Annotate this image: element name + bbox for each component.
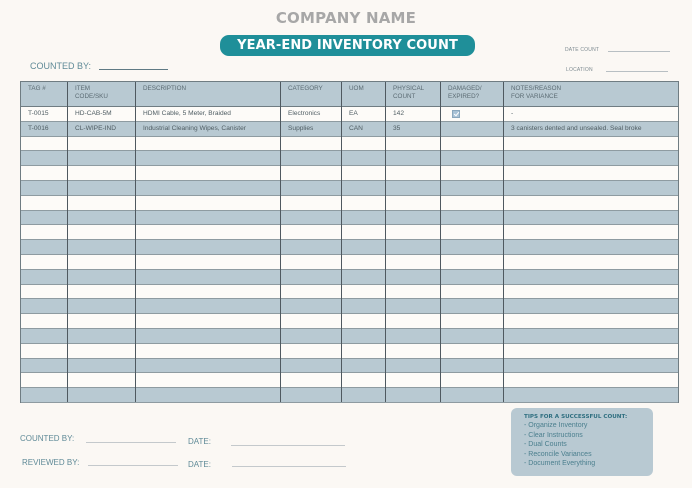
cell-sku[interactable] (68, 329, 136, 343)
cell-physical-count[interactable] (386, 211, 441, 225)
cell-tag[interactable] (21, 196, 68, 210)
cell-description[interactable]: HDMI Cable, 5 Meter, Braided (143, 110, 231, 117)
column-divider (385, 82, 386, 402)
col-header-sku: ITEM CODE/SKU (75, 85, 108, 100)
cell-category[interactable] (281, 314, 342, 328)
cell-physical-count[interactable] (386, 314, 441, 328)
cell-category[interactable] (281, 373, 342, 387)
table-row (21, 107, 678, 122)
cell-description[interactable] (136, 388, 281, 402)
cell-uom[interactable] (342, 211, 386, 225)
cell-physical-count[interactable] (386, 151, 441, 165)
cell-tag[interactable] (21, 270, 68, 284)
table-row (21, 137, 678, 152)
col-header-damaged: DAMAGED/ EXPIRED? (448, 85, 482, 100)
table-row (21, 285, 678, 300)
cell-description[interactable]: Industrial Cleaning Wipes, Canister (143, 124, 246, 132)
cell-description[interactable] (136, 373, 281, 387)
table-row (21, 181, 678, 196)
table-row (21, 122, 678, 137)
cell-description[interactable] (136, 137, 281, 151)
cell-description[interactable] (136, 329, 281, 343)
tip-item: - Organize Inventory (524, 422, 588, 429)
cell-category[interactable] (281, 137, 342, 151)
cell-description[interactable] (136, 255, 281, 269)
cell-category[interactable] (281, 299, 342, 313)
cell-notes[interactable] (504, 196, 679, 210)
cell-physical-count[interactable] (386, 225, 441, 239)
cell-description[interactable] (136, 151, 281, 165)
cell-sku[interactable] (68, 359, 136, 373)
footer-counted-by-label: COUNTED BY: (20, 434, 75, 443)
tip-item: - Document Everything (524, 460, 596, 468)
cell-notes[interactable] (504, 373, 679, 387)
cell-uom[interactable] (342, 151, 386, 165)
cell-tag[interactable] (21, 137, 68, 151)
cell-damaged[interactable] (441, 240, 504, 254)
table-row (21, 211, 678, 226)
tip-item: - Reconcile Variances (524, 450, 592, 458)
cell-sku[interactable]: HD-CAB-5M (75, 110, 112, 117)
cell-sku[interactable] (68, 225, 136, 239)
cell-notes[interactable] (504, 225, 679, 239)
cell-tag[interactable] (21, 359, 68, 373)
cell-uom[interactable] (342, 359, 386, 373)
table-row (21, 299, 678, 314)
cell-tag[interactable] (21, 255, 68, 269)
footer-date-label-1: DATE: (188, 437, 211, 446)
cell-sku[interactable] (68, 240, 136, 254)
cell-uom[interactable] (342, 166, 386, 180)
cell-notes[interactable] (504, 299, 679, 313)
cell-description[interactable] (136, 166, 281, 180)
cell-tag[interactable] (21, 151, 68, 165)
cell-damaged[interactable] (441, 211, 504, 225)
counted-by-label: COUNTED BY: (30, 61, 92, 71)
column-divider (503, 82, 504, 402)
cell-physical-count[interactable] (386, 299, 441, 313)
cell-category[interactable] (281, 225, 342, 239)
cell-tag[interactable] (21, 329, 68, 343)
cell-uom[interactable] (342, 240, 386, 254)
footer-date-field-1[interactable] (231, 445, 345, 446)
cell-description[interactable] (136, 196, 281, 210)
cell-tag[interactable] (21, 166, 68, 180)
cell-physical-count[interactable] (386, 181, 441, 195)
cell-damaged[interactable] (441, 255, 504, 269)
cell-sku[interactable] (68, 166, 136, 180)
table-row (21, 373, 678, 388)
cell-physical-count[interactable] (386, 255, 441, 269)
cell-sku[interactable] (68, 299, 136, 313)
col-header-physical-count: PHYSICAL COUNT (393, 85, 425, 100)
column-divider (280, 82, 281, 402)
cell-tag[interactable] (21, 240, 68, 254)
cell-uom[interactable] (342, 225, 386, 239)
footer-reviewed-by-label: REVIEWED BY: (22, 458, 80, 467)
cell-sku[interactable] (68, 388, 136, 402)
cell-damaged[interactable] (441, 329, 504, 343)
col-header-tag: TAG # (28, 85, 46, 92)
cell-category[interactable] (281, 196, 342, 210)
cell-description[interactable] (136, 344, 281, 358)
cell-damaged[interactable] (441, 299, 504, 313)
cell-notes[interactable] (504, 270, 679, 284)
date-count-field[interactable] (608, 51, 670, 52)
cell-description[interactable] (136, 270, 281, 284)
tip-item: - Dual Counts (524, 441, 567, 449)
cell-damaged[interactable] (441, 359, 504, 373)
cell-notes[interactable] (504, 314, 679, 328)
cell-uom[interactable] (342, 196, 386, 210)
cell-tag[interactable] (21, 181, 68, 195)
footer-date-field-2[interactable] (232, 466, 346, 467)
cell-category[interactable] (281, 285, 342, 299)
cell-physical-count[interactable] (386, 137, 441, 151)
cell-physical-count[interactable] (386, 373, 441, 387)
cell-description[interactable] (136, 211, 281, 225)
cell-damaged[interactable] (441, 388, 504, 402)
cell-sku[interactable] (68, 211, 136, 225)
cell-tag[interactable] (21, 314, 68, 328)
cell-tag[interactable] (21, 388, 68, 402)
cell-category[interactable]: Supplies (288, 124, 314, 132)
cell-notes[interactable] (504, 166, 679, 180)
cell-uom[interactable] (342, 181, 386, 195)
table-row (21, 151, 678, 166)
cell-category[interactable] (281, 181, 342, 195)
table-row (21, 255, 678, 270)
col-header-uom: UOM (349, 85, 364, 92)
cell-notes[interactable] (504, 137, 679, 151)
cell-notes[interactable] (504, 211, 679, 225)
counted-by-field[interactable] (99, 69, 168, 70)
cell-sku[interactable] (68, 255, 136, 269)
tips-title: TIPS FOR A SUCCESSFUL COUNT: (524, 414, 628, 420)
cell-notes[interactable] (504, 181, 679, 195)
col-header-notes: NOTES/REASON FOR VARIANCE (511, 85, 562, 100)
table-row (21, 344, 678, 359)
cell-uom[interactable] (342, 314, 386, 328)
cell-tag[interactable] (21, 211, 68, 225)
cell-sku[interactable] (68, 137, 136, 151)
cell-tag[interactable] (21, 344, 68, 358)
cell-notes[interactable] (504, 344, 679, 358)
column-divider (67, 82, 68, 402)
cell-physical-count[interactable] (386, 344, 441, 358)
cell-description[interactable] (136, 225, 281, 239)
cell-notes[interactable] (504, 388, 679, 402)
cell-physical-count[interactable] (386, 270, 441, 284)
column-divider (135, 82, 136, 402)
cell-damaged[interactable] (441, 270, 504, 284)
cell-sku[interactable] (68, 270, 136, 284)
cell-uom[interactable] (342, 285, 386, 299)
date-count-label: DATE COUNT (565, 47, 600, 53)
cell-description[interactable] (136, 181, 281, 195)
inventory-table (20, 81, 679, 403)
cell-notes[interactable] (504, 329, 679, 343)
cell-tag[interactable] (21, 225, 68, 239)
cell-physical-count[interactable] (386, 240, 441, 254)
column-divider (440, 82, 441, 402)
footer-date-label-2: DATE: (188, 460, 211, 469)
company-name: COMPANY NAME (275, 9, 417, 27)
cell-damaged[interactable] (441, 151, 504, 165)
table-header (21, 82, 678, 107)
location-label: LOCATION (566, 67, 593, 73)
cell-physical-count[interactable] (386, 166, 441, 180)
cell-description[interactable] (136, 240, 281, 254)
cell-category[interactable] (281, 151, 342, 165)
table-row (21, 359, 678, 374)
cell-description[interactable] (136, 314, 281, 328)
cell-uom[interactable]: CAN (349, 124, 363, 132)
cell-physical-count[interactable] (386, 359, 441, 373)
cell-description[interactable] (136, 285, 281, 299)
cell-damaged[interactable] (441, 107, 504, 121)
checkbox-checked-icon[interactable] (452, 110, 460, 118)
cell-physical-count[interactable]: 35 (393, 124, 401, 132)
cell-description[interactable] (136, 359, 281, 373)
cell-damaged[interactable] (441, 314, 504, 328)
table-row (21, 388, 678, 403)
cell-physical-count[interactable] (386, 329, 441, 343)
cell-sku[interactable] (68, 181, 136, 195)
location-field[interactable] (606, 71, 668, 72)
cell-uom[interactable] (342, 255, 386, 269)
cell-category[interactable]: Electronics (288, 110, 321, 117)
cell-category[interactable] (281, 344, 342, 358)
table-row (21, 270, 678, 285)
cell-description[interactable] (136, 299, 281, 313)
cell-sku[interactable] (68, 285, 136, 299)
table-row (21, 196, 678, 211)
cell-notes[interactable] (504, 255, 679, 269)
cell-uom[interactable] (342, 329, 386, 343)
cell-category[interactable] (281, 270, 342, 284)
cell-category[interactable] (281, 255, 342, 269)
cell-sku[interactable] (68, 373, 136, 387)
tips-box (511, 408, 653, 476)
cell-damaged[interactable] (441, 225, 504, 239)
cell-notes[interactable] (504, 240, 679, 254)
cell-tag[interactable]: T-0015 (28, 110, 49, 117)
cell-physical-count[interactable] (386, 196, 441, 210)
cell-notes[interactable] (504, 359, 679, 373)
cell-sku[interactable] (68, 196, 136, 210)
cell-damaged[interactable] (441, 285, 504, 299)
cell-tag[interactable] (21, 285, 68, 299)
cell-physical-count[interactable] (386, 285, 441, 299)
cell-damaged[interactable] (441, 137, 504, 151)
table-row (21, 240, 678, 255)
cell-uom[interactable] (342, 373, 386, 387)
col-header-description: DESCRIPTION (143, 85, 187, 92)
cell-physical-count[interactable]: 142 (393, 110, 405, 117)
col-header-category: CATEGORY (288, 85, 323, 92)
cell-category[interactable] (281, 166, 342, 180)
cell-physical-count[interactable] (386, 388, 441, 402)
cell-tag[interactable]: T-0016 (28, 124, 49, 132)
cell-notes[interactable] (504, 151, 679, 165)
cell-category[interactable] (281, 329, 342, 343)
cell-damaged[interactable] (441, 166, 504, 180)
footer-reviewed-by-field[interactable] (88, 465, 178, 466)
cell-notes[interactable]: - (511, 110, 514, 117)
cell-uom[interactable] (342, 270, 386, 284)
table-row (21, 166, 678, 181)
cell-tag[interactable] (21, 299, 68, 313)
page-title: YEAR-END INVENTORY COUNT (220, 35, 475, 56)
cell-notes[interactable] (504, 285, 679, 299)
cell-tag[interactable] (21, 373, 68, 387)
table-row (21, 225, 678, 240)
cell-notes[interactable]: 3 canisters dented and unsealed. Seal broke (511, 124, 642, 132)
cell-category[interactable] (281, 359, 342, 373)
cell-uom[interactable] (342, 137, 386, 151)
table-row (21, 314, 678, 329)
cell-uom[interactable] (342, 344, 386, 358)
footer-counted-by-field[interactable] (86, 442, 176, 443)
cell-category[interactable] (281, 211, 342, 225)
cell-uom[interactable]: EA (349, 110, 358, 117)
cell-category[interactable] (281, 240, 342, 254)
cell-sku[interactable] (68, 151, 136, 165)
cell-uom[interactable] (342, 299, 386, 313)
cell-damaged[interactable] (441, 373, 504, 387)
cell-damaged[interactable] (441, 181, 504, 195)
cell-sku[interactable]: CL-WIPE-IND (75, 124, 117, 132)
cell-uom[interactable] (342, 388, 386, 402)
cell-category[interactable] (281, 388, 342, 402)
cell-damaged[interactable] (441, 122, 504, 136)
column-divider (341, 82, 342, 402)
cell-sku[interactable] (68, 314, 136, 328)
cell-damaged[interactable] (441, 196, 504, 210)
tip-item: - Clear Instructions (524, 431, 583, 439)
cell-damaged[interactable] (441, 344, 504, 358)
table-row (21, 329, 678, 344)
cell-sku[interactable] (68, 344, 136, 358)
